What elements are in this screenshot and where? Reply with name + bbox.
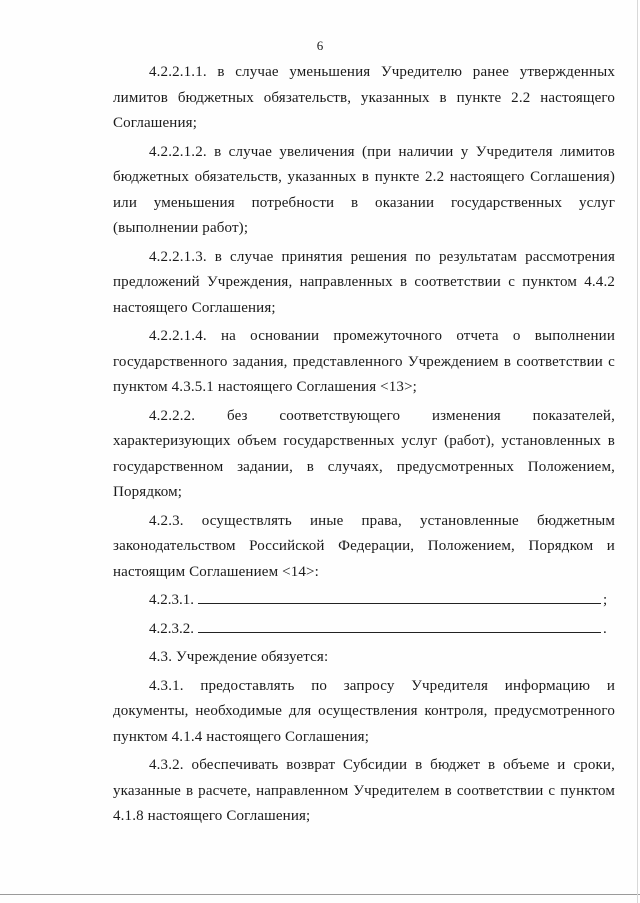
fill-in-underline (198, 617, 601, 633)
clause-4-2-3-1-terminator: ; (603, 592, 608, 608)
clause-4-2-2-2: 4.2.2.2. без соответствующего изменения показателей, характеризующих объем государственных услуг (работ), установленных в государственном задании, в случаях, предусмотренных Положением, Порядком; (113, 407, 615, 500)
clause-4-3-1: 4.3.1. предоставлять по запросу Учредителя информацию и документы, необходимые для осуществления контроля, предусмотренного пунктом 4.1.4 настоящего Соглашения; (113, 677, 615, 745)
clause-4-2-3-2-terminator: . (603, 620, 607, 637)
clause-4-2-2-1-3: 4.2.2.1.3. в случае принятия решения по результатам рассмотрения предложений Учреждения, направленных в соответствии с пунктом 4.4.2 настоящего Соглашения; (113, 248, 615, 316)
clause-4-3: 4.3. Учреждение обязуется: (149, 649, 329, 665)
clause-4-2-3-1-blank (113, 588, 615, 614)
clause-4-2-3-1-label: 4.2.3.1. (149, 592, 194, 608)
document-body (113, 60, 615, 833)
clause-4-2-3-2-label: 4.2.3.2. (149, 620, 194, 637)
page-number: 6 (316, 38, 324, 53)
scan-bottom-edge (0, 894, 640, 895)
clause-4-2-3: 4.2.3. осуществлять иные права, установленные бюджетным законодательством Российской Федерации, Положением, Порядком и настоящим Соглашением <14>: (113, 512, 615, 580)
clause-4-2-2-1-2: 4.2.2.1.2. в случае увеличения (при наличии у Учредителя лимитов бюджетных обязательств, указанных в пункте 2.2 настоящего Соглашения) или уменьшения потребности в оказании государственных услуг (выполнении работ); (113, 143, 615, 236)
clause-4-2-2-1-1: 4.2.2.1.1. в случае уменьшения Учредителю ранее утвержденных лимитов бюджетных обязательств, указанных в пункте 2.2 настоящего Соглашения; (113, 64, 615, 131)
scan-right-edge (637, 0, 638, 903)
clause-4-2-2-1-4: 4.2.2.1.4. на основании промежуточного отчета о выполнении государственного задания, представленного Учреждением в соответствии с пунктом 4.3.5.1 настоящего Соглашения <13>; (113, 328, 615, 395)
clause-4-3-2: 4.3.2. обеспечивать возврат Субсидии в бюджет в объеме и сроки, указанные в расчете, направленном Учредителем в соответствии с пунктом 4.1.8 настоящего Соглашения; (113, 757, 615, 824)
clause-4-2-3-2-blank (113, 617, 615, 643)
fill-in-underline (198, 588, 601, 604)
